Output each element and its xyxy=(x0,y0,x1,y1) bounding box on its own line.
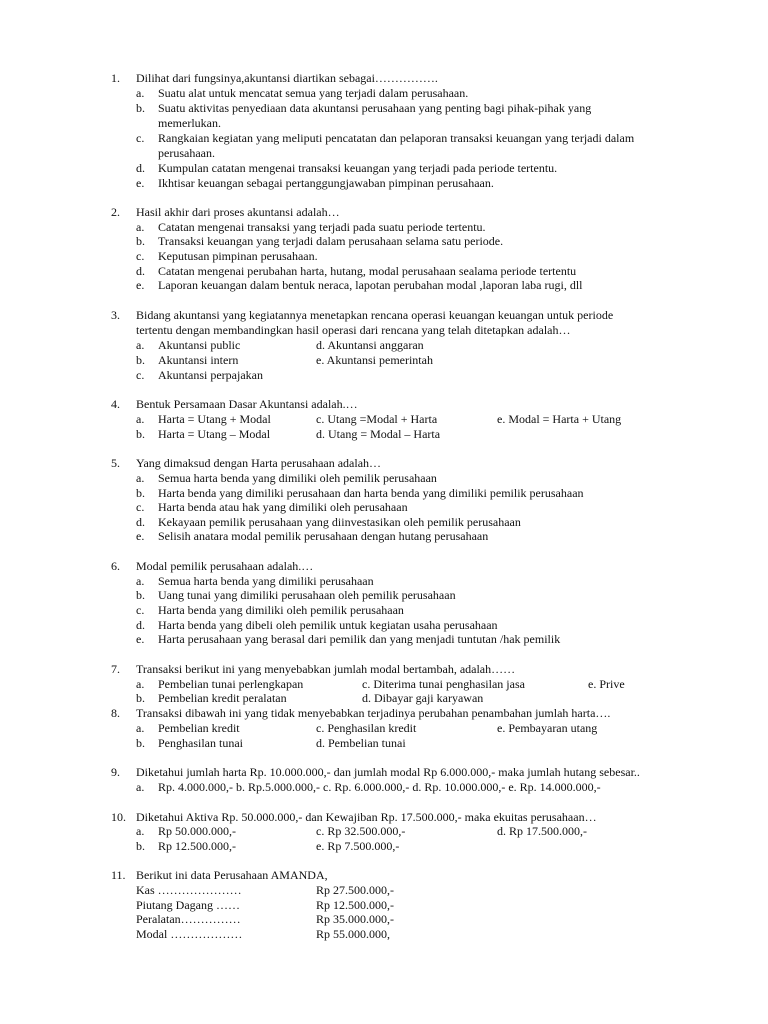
q7-option-b: Pembelian kredit peralatan xyxy=(158,691,287,705)
q10-option-a: Rp 50.000.000,- xyxy=(158,824,236,838)
q5-option-e-letter: e. xyxy=(136,529,145,543)
q2-option-e-letter: e. xyxy=(136,278,145,292)
q11-row-value: Rp 55.000.000, xyxy=(316,927,391,941)
q10-option-a-letter: a. xyxy=(136,824,145,838)
q5-option-b: Harta benda yang dimiliki perusahaan dan harta benda yang dimiliki pemilik perusahaan xyxy=(158,486,584,500)
question-3-number: 3. xyxy=(111,308,120,322)
q8-option-e: e. Pembayaran utang xyxy=(497,721,598,735)
q1-option-c-line1: Rangkaian kegiatan yang meliputi pencatatan dan pelaporan transaksi keuangan yang terjadi dalam xyxy=(158,131,635,145)
q9-options: Rp. 4.000.000,- b. Rp.5.000.000,- c. Rp. 6.000.000,- d. Rp. 10.000.000,- e. Rp. 14.000.000,- xyxy=(158,780,601,794)
q6-option-b-letter: b. xyxy=(136,588,145,602)
q4-option-e: e. Modal = Harta + Utang xyxy=(497,412,622,426)
q3-option-b-letter: b. xyxy=(136,353,145,367)
question-9-text: Diketahui jumlah harta Rp. 10.000.000,- dan jumlah modal Rp 6.000.000,- maka jumlah hutang sebesar.. xyxy=(136,765,640,779)
q8-option-c: c. Penghasilan kredit xyxy=(316,721,417,735)
q1-option-a: Suatu alat untuk mencatat semua yang terjadi dalam perusahaan. xyxy=(158,86,469,100)
q5-option-a-letter: a. xyxy=(136,471,145,485)
q1-option-e: Ikhtisar keuangan sebagai pertanggungjawaban pimpinan perusahaan. xyxy=(158,176,494,190)
q4-option-a: Harta = Utang + Modal xyxy=(158,412,271,426)
q11-row-value: Rp 27.500.000,- xyxy=(316,883,394,897)
q7-option-c: c. Diterima tunai penghasilan jasa xyxy=(362,677,525,691)
q2-option-b: Transaksi keuangan yang terjadi dalam perusahaan selama satu periode. xyxy=(158,234,504,248)
q7-option-a: Pembelian tunai perlengkapan xyxy=(158,677,304,691)
question-8-number: 8. xyxy=(111,706,120,720)
q7-option-a-letter: a. xyxy=(136,677,145,691)
q3-option-d: d. Akuntansi anggaran xyxy=(316,338,424,352)
q5-option-c: Harta benda atau hak yang dimiliki oleh perusahaan xyxy=(158,500,408,514)
q3-option-a-letter: a. xyxy=(136,338,145,352)
q3-option-c: Akuntansi perpajakan xyxy=(158,368,263,382)
question-4-text: Bentuk Persamaan Dasar Akuntansi adalah.… xyxy=(136,397,358,411)
q11-row-label: Piutang Dagang …… xyxy=(136,898,240,912)
q10-option-b-letter: b. xyxy=(136,839,145,853)
q8-option-d: d. Pembelian tunai xyxy=(316,736,406,750)
q2-option-c-letter: c. xyxy=(136,249,145,263)
q2-option-b-letter: b. xyxy=(136,234,145,248)
q1-option-b-line2: memerlukan. xyxy=(158,116,221,130)
q6-option-a: Semua harta benda yang dimiliki perusahaan xyxy=(158,574,374,588)
q5-option-e: Selisih anatara modal pemilik perusahaan dengan hutang perusahaan xyxy=(158,529,489,543)
q1-option-b-line1: Suatu aktivitas penyediaan data akuntansi perusahaan yang penting bagi pihak-pihak yang xyxy=(158,101,592,115)
q8-option-a: Pembelian kredit xyxy=(158,721,240,735)
q11-row-label: Peralatan…………… xyxy=(136,912,241,926)
q3-option-b: Akuntansi intern xyxy=(158,353,239,367)
q6-option-d-letter: d. xyxy=(136,618,145,632)
q2-option-a: Catatan mengenai transaksi yang terjadi pada suatu periode tertentu. xyxy=(158,220,486,234)
q1-option-a-letter: a. xyxy=(136,86,145,100)
q11-row-label: Modal ……………… xyxy=(136,927,243,941)
q8-option-b-letter: b. xyxy=(136,736,145,750)
q6-option-a-letter: a. xyxy=(136,574,145,588)
question-4-number: 4. xyxy=(111,397,120,411)
q7-option-e: e. Prive xyxy=(588,677,625,691)
q4-option-b: Harta = Utang – Modal xyxy=(158,427,271,441)
q1-option-c-letter: c. xyxy=(136,131,145,145)
q4-option-c: c. Utang =Modal + Harta xyxy=(316,412,438,426)
question-6-text: Modal pemilik perusahaan adalah.… xyxy=(136,559,314,573)
q5-option-c-letter: c. xyxy=(136,500,145,514)
q8-option-a-letter: a. xyxy=(136,721,145,735)
question-1-number: 1. xyxy=(111,71,120,85)
q2-option-c: Keputusan pimpinan perusahaan. xyxy=(158,249,318,263)
q3-option-e: e. Akuntansi pemerintah xyxy=(316,353,433,367)
question-3-text-line1: Bidang akuntansi yang kegiatannya menetapkan rencana operasi keuangan keuangan untuk periode xyxy=(136,308,614,322)
question-5-text: Yang dimaksud dengan Harta perusahaan adalah… xyxy=(136,456,382,470)
question-9-number: 9. xyxy=(111,765,120,779)
q6-option-b: Uang tunai yang dimiliki perusahaan oleh pemilik perusahaan xyxy=(158,588,456,602)
question-11-text: Berikut ini data Perusahaan AMANDA, xyxy=(136,868,328,882)
question-7-text: Transaksi berikut ini yang menyebabkan jumlah modal bertambah, adalah…… xyxy=(136,662,516,676)
q6-option-c-letter: c. xyxy=(136,603,145,617)
q2-option-d: Catatan mengenai perubahan harta, hutang, modal perusahaan sealama periode tertentu xyxy=(158,264,577,278)
q11-row-label: Kas ………………… xyxy=(136,883,242,897)
question-3-text-line2: tertentu dengan membandingkan hasil operasi dari rencana yang telah ditetapkan adalah… xyxy=(136,323,571,337)
question-8-text: Transaksi dibawah ini yang tidak menyebabkan terjadinya perubahan penambahan jumlah harta…. xyxy=(136,706,611,720)
q10-option-d: d. Rp 17.500.000,- xyxy=(497,824,587,838)
q1-option-e-letter: e. xyxy=(136,176,145,190)
question-7-number: 7. xyxy=(111,662,120,676)
q8-option-b: Penghasilan tunai xyxy=(158,736,243,750)
q4-option-d: d. Utang = Modal – Harta xyxy=(316,427,441,441)
q5-option-d: Kekayaan pemilik perusahaan yang diinvestasikan oleh pemilik perusahaan xyxy=(158,515,521,529)
q1-option-b-letter: b. xyxy=(136,101,145,115)
question-2-number: 2. xyxy=(111,205,120,219)
q1-option-d-letter: d. xyxy=(136,161,145,175)
q11-row-value: Rp 35.000.000,- xyxy=(316,912,394,926)
question-1-text: Dilihat dari fungsinya,akuntansi diartikan sebagai……………. xyxy=(136,71,438,85)
q11-row-value: Rp 12.500.000,- xyxy=(316,898,394,912)
q2-option-a-letter: a. xyxy=(136,220,145,234)
question-5-number: 5. xyxy=(111,456,120,470)
q6-option-e: Harta perusahaan yang berasal dari pemilik dan yang menjadi tuntutan /hak pemilik xyxy=(158,632,561,646)
q4-option-b-letter: b. xyxy=(136,427,145,441)
q10-option-b: Rp 12.500.000,- xyxy=(158,839,236,853)
q3-option-a: Akuntansi public xyxy=(158,338,241,352)
q2-option-e: Laporan keuangan dalam bentuk neraca, lapotan perubahan modal ,laporan laba rugi, dll xyxy=(158,278,583,292)
q6-option-d: Harta benda yang dibeli oleh pemilik untuk kegiatan usaha perusahaan xyxy=(158,618,498,632)
q3-option-c-letter: c. xyxy=(136,368,145,382)
question-10-text: Diketahui Aktiva Rp. 50.000.000,- dan Kewajiban Rp. 17.500.000,- maka ekuitas perusahaan… xyxy=(136,810,597,824)
q1-option-c-line2: perusahaan. xyxy=(158,146,215,160)
q7-option-d: d. Dibayar gaji karyawan xyxy=(362,691,484,705)
q1-option-d: Kumpulan catatan mengenai transaksi keuangan yang terjadi pada periode tertentu. xyxy=(158,161,558,175)
question-2-text: Hasil akhir dari proses akuntansi adalah… xyxy=(136,205,340,219)
q9-option-a-letter: a. xyxy=(136,780,145,794)
q6-option-c: Harta benda yang dimiliki oleh pemilik perusahaan xyxy=(158,603,404,617)
q5-option-b-letter: b. xyxy=(136,486,145,500)
q10-option-c: c. Rp 32.500.000,- xyxy=(316,824,406,838)
q10-option-e: e. Rp 7.500.000,- xyxy=(316,839,400,853)
q2-option-d-letter: d. xyxy=(136,264,145,278)
question-10-number: 10. xyxy=(111,810,126,824)
q5-option-a: Semua harta benda yang dimiliki oleh pemilik perusahaan xyxy=(158,471,437,485)
q7-option-b-letter: b. xyxy=(136,691,145,705)
q6-option-e-letter: e. xyxy=(136,632,145,646)
q5-option-d-letter: d. xyxy=(136,515,145,529)
question-6-number: 6. xyxy=(111,559,120,573)
q4-option-a-letter: a. xyxy=(136,412,145,426)
question-11-number: 11. xyxy=(111,868,126,882)
